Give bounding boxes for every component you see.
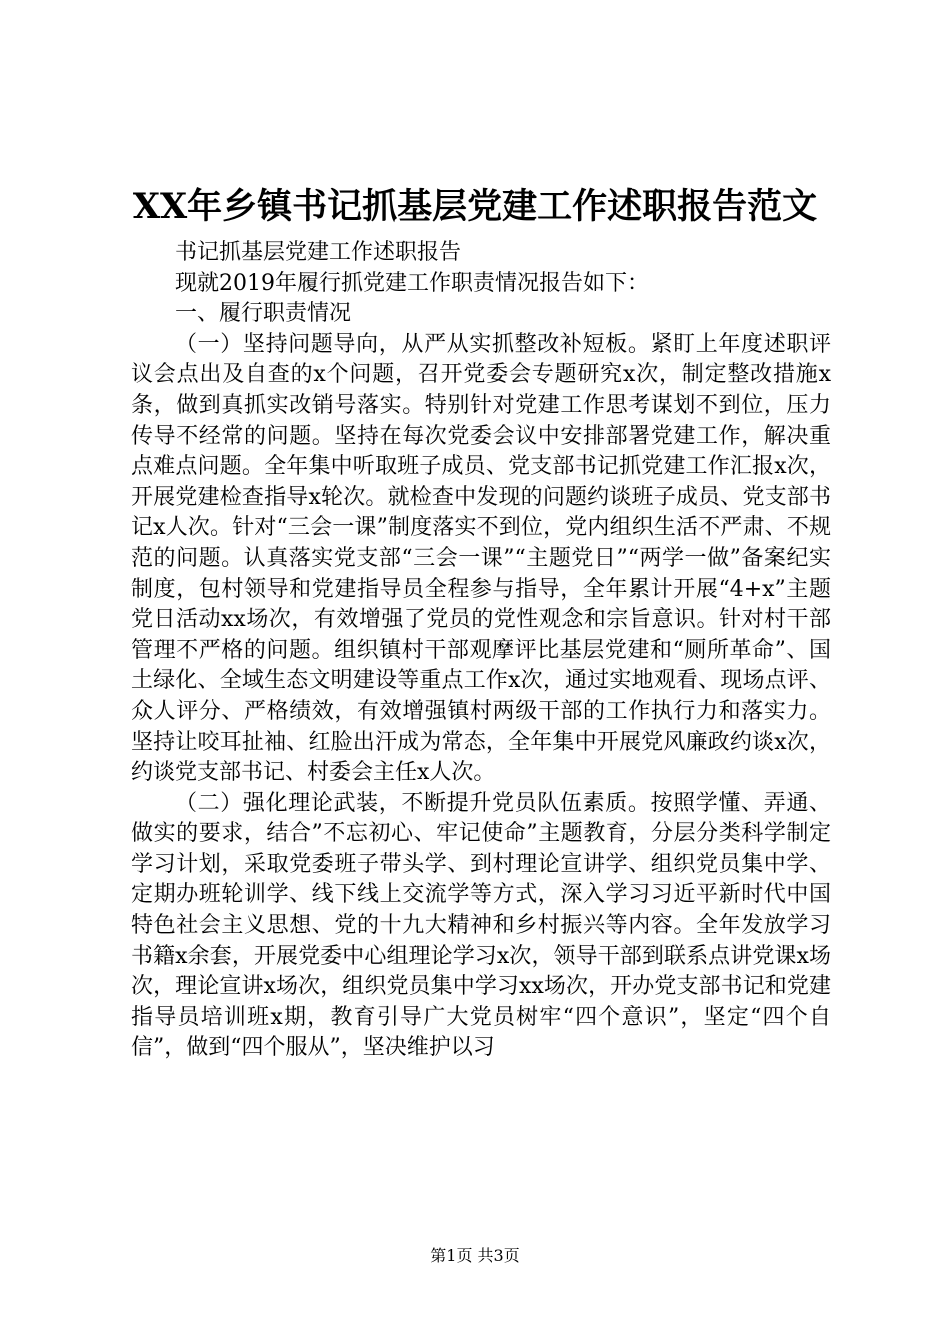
paragraph-section-1: （一）坚持问题导向，从严从实抓整改补短板。紧盯上年度述职评议会点出及自查的x个问题，召开党委会专题研究x次，制定整改措施x条，做到真抓实改销号落实。特别针对党建工作思考谋划不到位，压力传导不经常的问题。坚持在每次党委会议中安排部署党建工作，解决重点难点问题。全年集中听取班子成员、党支部书记抓党建工作汇报x次，开展党建检查指导x轮次。就检查中发现的问题约谈班子成员、党支部书记x人次。针对“三会一课”制度落实不到位，党内组织生活不严肃、不规范的问题。认真落实党支部“三会一课”“主题党日”“两学一做”备案纪实制度，包村领导和党建指导员全程参与指导，全年累计开展“4+x”主题党日活动xx场次，有效增强了党员的党性观念和宗旨意识。针对村干部管理不严格的问题。组织镇村干部观摩评比基层党建和“厕所革命”、国土绿化、全域生态文明建设等重点工作x次，通过实地观看、现场点评、众人评分、严格绩效，有效增强镇村两级干部的工作执行力和落实力。坚持让咬耳扯袖、红脸出汗成为常态，全年集中开展党风廉政约谈x次，约谈党支部书记、村委会主任x人次。 [131, 331, 831, 786]
paragraph-intro: 现就2019年履行抓党建工作职责情况报告如下： [175, 270, 649, 296]
section-heading: 一、履行职责情况 [175, 301, 352, 327]
paragraph-subtitle: 书记抓基层党建工作述职报告 [175, 240, 462, 265]
paragraph-section-2: （二）强化理论武装，不断提升党员队伍素质。按照学懂、弄通、做实的要求，结合”不忘初心、牢记使命”主题教育，分层分类科学制定学习计划，采取党委班子带头学、到村理论宣讲学、组织党员集中学、定期办班轮训学、线下线上交流学等方式，深入学习习近平新时代中国特色社会主义思想、党的十九大精神和乡村振兴等内容。全年发放学习书籍x余套，开展党委中心组理论学习x次，领导干部到联系点讲党课x场次，理论宣讲x场次，组织党员集中学习xx场次，开办党支部书记和党建指导员培训班x期，教育引导广大党员树牢“四个意识”，坚定“四个自信”，做到“四个服从”，坚决维护以习 [131, 790, 831, 1061]
page-footer: 第1页 共3页 [430, 1246, 520, 1265]
document-body [131, 238, 831, 1064]
document-title: XX年乡镇书记抓基层党建工作述职报告范文 [132, 186, 818, 227]
